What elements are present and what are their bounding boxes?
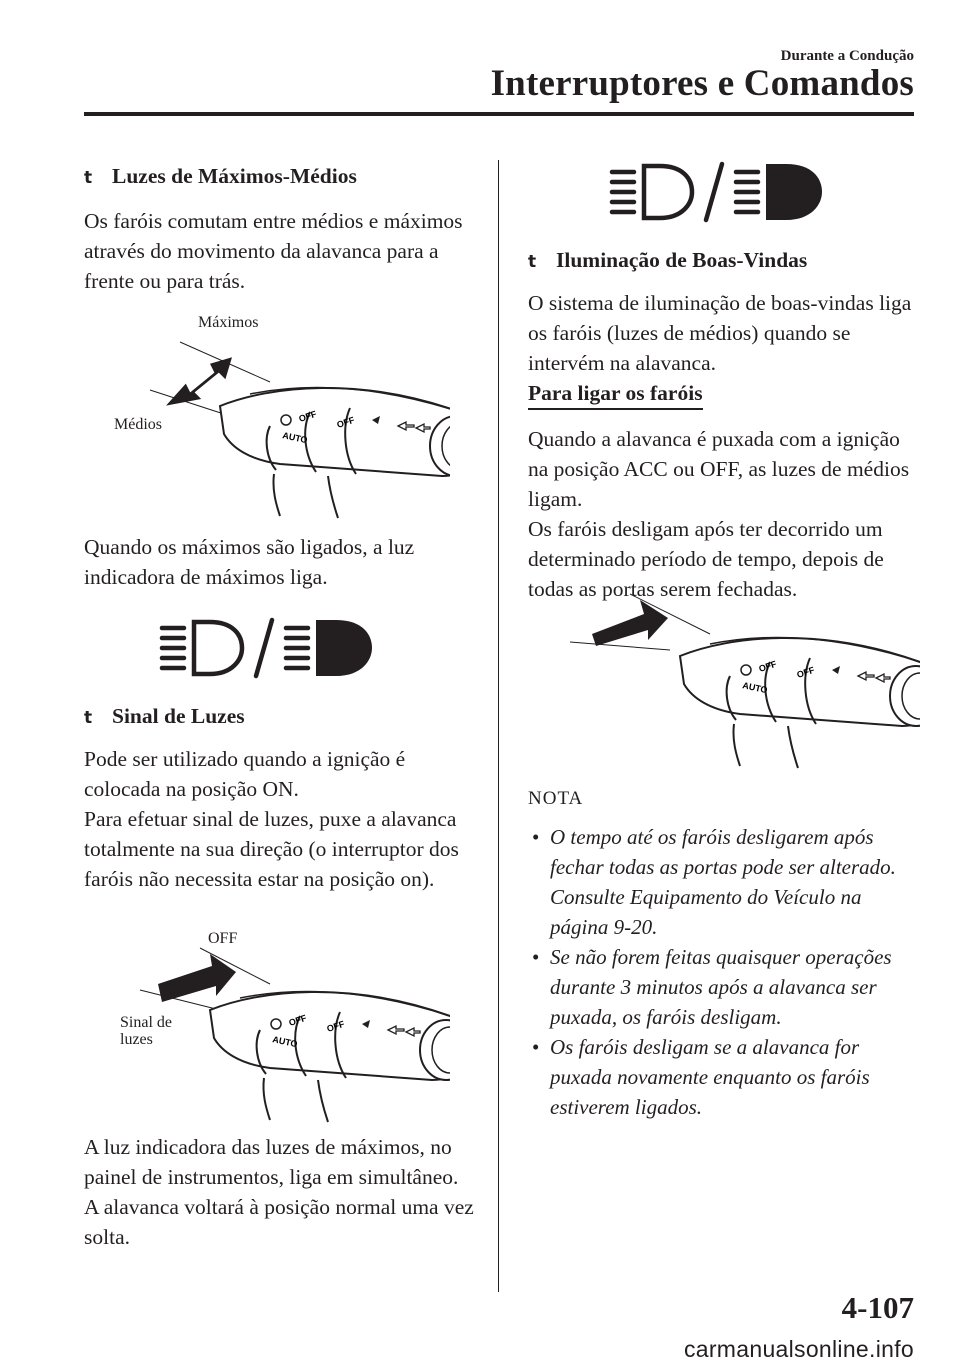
- figure-beam-switch: [100, 306, 450, 526]
- figure-label-high: Máximos: [198, 314, 259, 331]
- bullet-dot-icon: •: [532, 945, 540, 969]
- sub-heading: Para ligar os faróis: [528, 380, 703, 410]
- note-text: Os faróis desligam se a alavanca for puxada novamente enquanto os faróis estiverem ligados.: [550, 1035, 870, 1119]
- bullet-dot-icon: •: [532, 825, 540, 849]
- header-rule: [84, 112, 914, 116]
- figure-label-off: OFF: [208, 930, 238, 947]
- note-list: [528, 822, 918, 1122]
- section-bullet-icon: t: [528, 252, 537, 272]
- paragraph: Quando os máximos são ligados, a luz indicadora de máximos liga.: [84, 535, 415, 589]
- page-number: 4-107: [841, 1290, 914, 1325]
- note-text: Se não forem feitas quaisquer operações durante 3 minutos após a alavanca ser puxada, os faróis desligam.: [550, 945, 892, 1029]
- paragraph: A luz indicadora das luzes de máximos, no painel de instrumentos, liga em simultâneo. A alavanca voltará à posição normal uma vez solta.: [84, 1135, 474, 1249]
- section-heading-flash: [84, 702, 245, 732]
- figure-welcome-switch: [560, 584, 920, 784]
- stalk-illustration-icon: [100, 306, 450, 526]
- stalk-illustration-icon: [560, 584, 920, 784]
- bullet-dot-icon: •: [532, 1035, 540, 1059]
- stalk-illustration-icon: [100, 924, 450, 1134]
- column-divider: [498, 160, 499, 1292]
- heading-text: Iluminação de Boas-Vindas: [556, 248, 808, 272]
- high-beam-indicator-icon: [158, 616, 380, 682]
- heading-text: Sinal de Luzes: [112, 704, 245, 728]
- paragraph: O sistema de iluminação de boas-vindas liga os faróis (luzes de médios) quando se intervém na alavanca.: [528, 291, 912, 375]
- section-bullet-icon: t: [84, 168, 93, 188]
- note-item: [528, 822, 918, 942]
- figure-label-flash: Sinal de luzes: [120, 1014, 172, 1048]
- note-text: O tempo até os faróis desligarem após fechar todas as portas pode ser alterado. Consulte Equipamento do Veículo na página 9-20.: [550, 825, 896, 939]
- note-title: NOTA: [528, 788, 584, 809]
- high-beam-indicator-icon: [608, 160, 830, 226]
- section-bullet-icon: t: [84, 708, 93, 728]
- heading-text: Luzes de Máximos-Médios: [112, 164, 357, 188]
- note-item: [528, 942, 918, 1032]
- paragraph: Quando a alavanca é puxada com a ignição na posição ACC ou OFF, as luzes de médios ligam. Os faróis desligam após ter decorrido um determinado período de tempo, depois de todas as portas serem fechadas.: [528, 427, 910, 601]
- site-watermark[interactable]: carmanualsonline.info: [683, 1336, 914, 1362]
- paragraph: Os faróis comutam entre médios e máximos através do movimento da alavanca para a frente ou para trás.: [84, 209, 463, 293]
- section-name: Durante a Condução: [780, 48, 914, 64]
- section-heading-high-low-beam: [84, 162, 357, 192]
- note-item: [528, 1032, 918, 1122]
- figure-label-low: Médios: [114, 416, 162, 433]
- paragraph: Pode ser utilizado quando a ignição é colocada na posição ON. Para efetuar sinal de luzes, puxe a alavanca totalmente na sua direção (o interruptor dos faróis não necessita estar na posição on).: [84, 747, 459, 891]
- section-heading-welcome-light: [528, 246, 807, 276]
- chapter-title: Interruptores e Comandos: [490, 63, 914, 104]
- figure-flash-switch: [100, 924, 450, 1134]
